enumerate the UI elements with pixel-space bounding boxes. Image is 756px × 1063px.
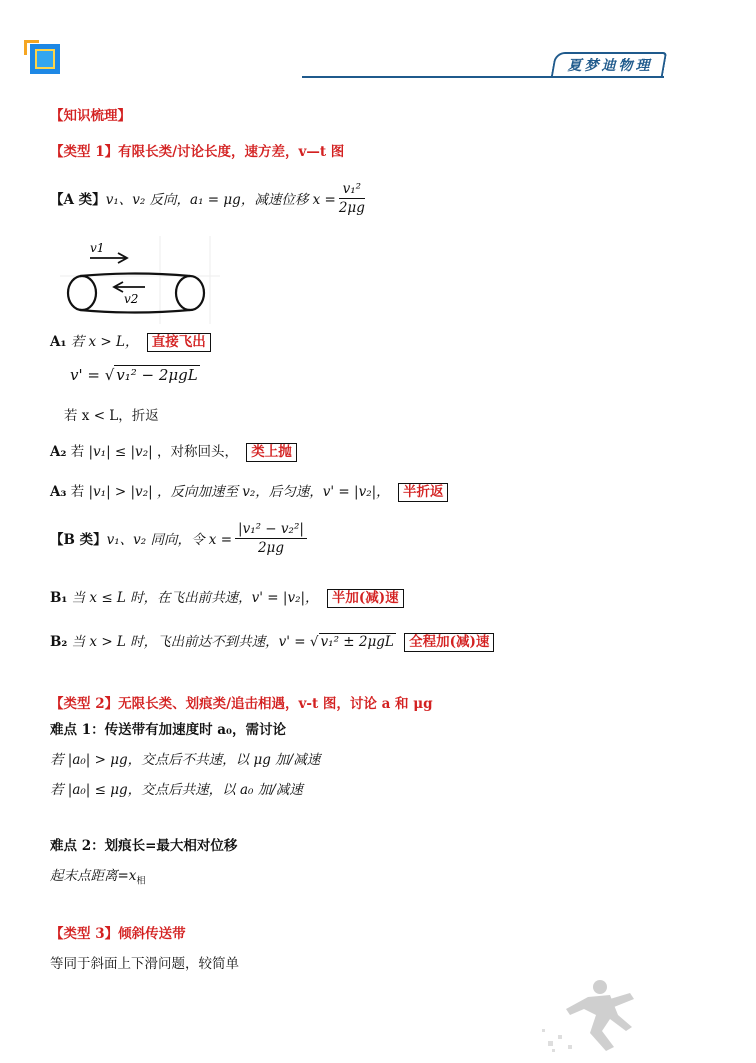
b-class-fraction: [235, 521, 307, 556]
v2-arrow-icon: [114, 282, 145, 292]
type1-title: 【类型 1】有限长类/讨论长度，速方差，v—t 图: [50, 144, 345, 160]
a-class-frac-den: 2μg: [338, 199, 365, 216]
sqrt-icon: √: [309, 634, 319, 650]
type2-difficulty-2a: [50, 864, 145, 887]
a-class-label: 【A 类】: [50, 192, 106, 208]
a2-label: A₂: [50, 444, 67, 460]
a3-label: A₃: [50, 484, 67, 500]
a1-formula: [70, 366, 200, 384]
a2-tag: 类上抛: [246, 443, 297, 462]
a-class-line: [50, 176, 368, 220]
v2-label: v2: [124, 292, 139, 306]
a2-text-post: ，对称回头，: [156, 444, 238, 460]
b-class-text: v₁、v₂ 同向，令 x =: [106, 532, 233, 548]
b-class-label: 【B 类】: [50, 532, 107, 548]
b1-tag: 半加(减)速: [327, 589, 404, 608]
section-title: 【知识梳理】: [50, 108, 131, 124]
a3-text-post: ，反向加速至 v₂，后匀速，v' = |v₂|，: [156, 484, 390, 500]
type2-difficulty-2a-text: 起末点距离=x: [50, 868, 137, 884]
conveyor-belt-diagram: [60, 236, 220, 324]
v1-label: v1: [90, 241, 105, 255]
a3-tag: 半折返: [398, 483, 449, 502]
b2-radicand: v₁² ± 2μgL: [320, 634, 394, 650]
a1-label: A₁: [50, 334, 67, 350]
a3-text-pre: 若: [70, 484, 85, 500]
brand-name: 夏梦迪物理: [567, 58, 653, 74]
runner-icon: [540, 975, 670, 1055]
type3-text: 等同于斜面上下滑问题，较简单: [50, 956, 239, 972]
b1-label: B₁: [50, 590, 68, 606]
a-class-frac-num: v₁²: [339, 181, 365, 199]
b2-tag: 全程加(减)速: [404, 633, 494, 652]
b2-line: [50, 630, 494, 650]
a-class-text: v₁、v₂ 反向，a₁ = μg，减速位移 x =: [105, 192, 336, 208]
b1-text: 当 x ≤ L 时，在飞出前共速，v' = |v₂|，: [71, 590, 319, 606]
a1-line: [50, 330, 211, 350]
a1-tag: 直接飞出: [147, 333, 211, 352]
type2-difficulty-1a: 若 |a₀| > μg，交点后不共速，以 μg 加/减速: [50, 752, 321, 768]
type2-difficulty-1b: 若 |a₀| ≤ μg，交点后共速，以 a₀ 加/减速: [50, 782, 303, 798]
a1b-text: 若 x < L，折返: [64, 408, 159, 424]
a1-text: 若 x > L，: [70, 334, 139, 350]
b-class-line: [50, 516, 310, 560]
type3-title: 【类型 3】倾斜传送带: [50, 926, 186, 942]
b2-text: 当 x > L 时，飞出前达不到共速，v' =: [71, 634, 306, 650]
type2-difficulty-2a-sub: 相: [136, 876, 146, 887]
a3-condition: |v₁| > |v₂|: [88, 484, 153, 500]
sqrt-icon: √: [104, 366, 115, 384]
b-class-frac-den: 2μg: [257, 539, 284, 556]
header-rule: [302, 76, 664, 78]
a3-line: [50, 480, 448, 500]
type2-difficulty-2: 难点 2：划痕长=最大相对位移: [50, 838, 238, 854]
a1-formula-lhs: v' =: [70, 366, 100, 384]
type2-difficulty-1: 难点 1：传送带有加速度时 a₀，需讨论: [50, 722, 286, 738]
b-class-frac-num: |v₁² − v₂²|: [235, 521, 307, 539]
a2-line: [50, 440, 297, 460]
type2-title: 【类型 2】无限长类、划痕类/追击相遇，v-t 图，讨论 a 和 μg: [50, 696, 433, 712]
a2-condition: |v₁| ≤ |v₂|: [88, 444, 153, 460]
b2-label: B₂: [50, 634, 68, 650]
a1-formula-radicand: v₁² − 2μgL: [116, 366, 198, 384]
logo-inner-square: [35, 49, 55, 69]
b1-line: [50, 586, 404, 606]
a2-text-pre: 若: [70, 444, 85, 460]
a-class-fraction: [339, 181, 365, 216]
